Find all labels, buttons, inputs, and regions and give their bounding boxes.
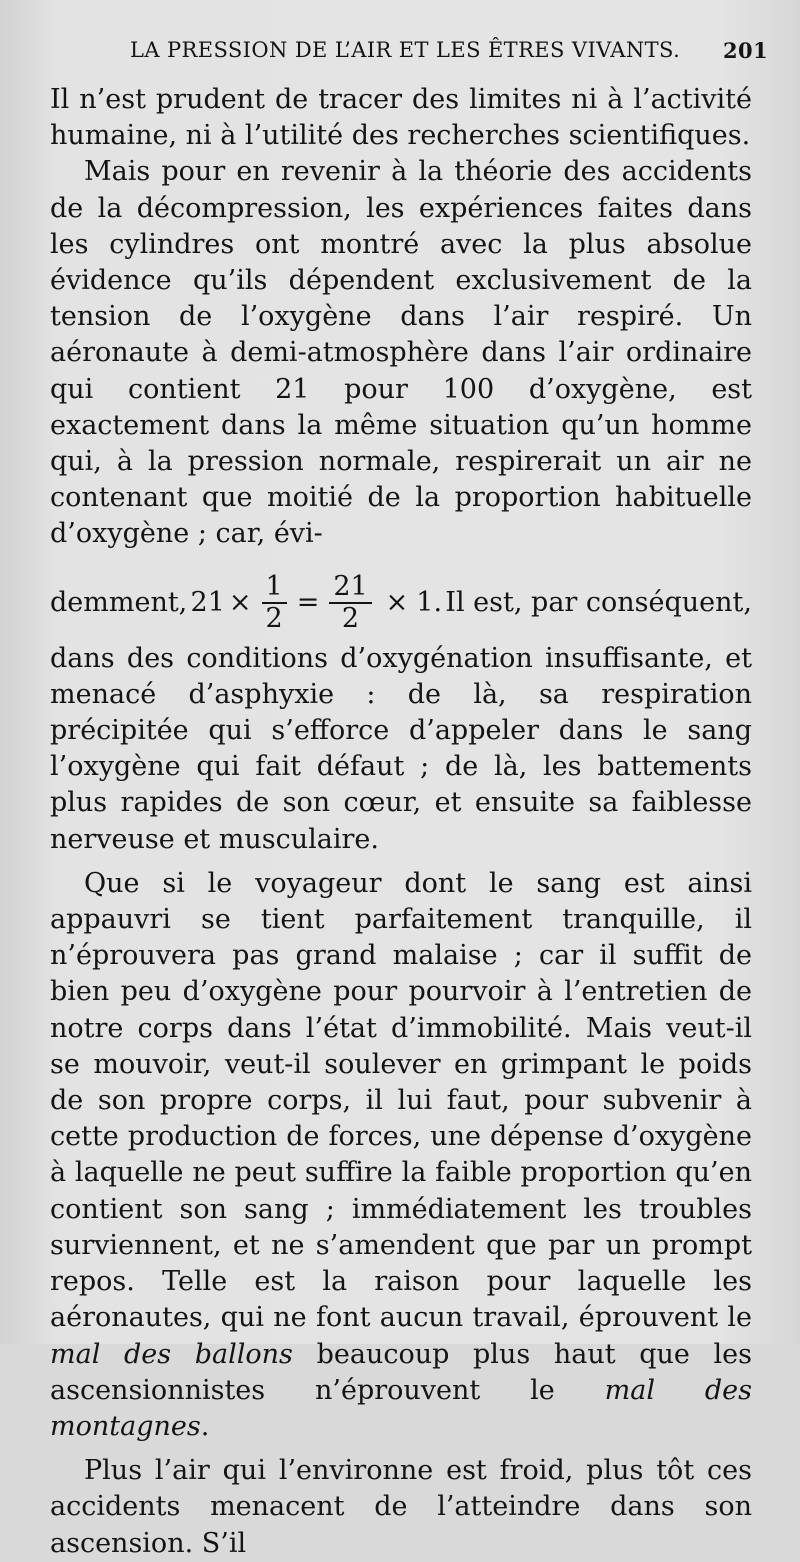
formula-term-a: 21 (190, 586, 225, 618)
formula-tail: Il est, par conséquent, (445, 586, 752, 618)
italic-phrase-mal-des-ballons: mal des ballons (50, 1338, 293, 1370)
paragraph-3 (50, 866, 752, 1445)
fraction-numerator: 21 (329, 572, 371, 604)
equals-sign: = (296, 586, 320, 618)
paragraph-4: Plus l’air qui l’environne est froid, plus tôt ces accidents menacent de l’atteindre dans son ascension. S’il (50, 1455, 752, 1559)
page-number: 201 (722, 38, 768, 63)
times-sign: × (385, 586, 409, 618)
body-text (50, 82, 752, 1562)
fraction-denominator: 2 (265, 602, 283, 634)
paragraph-3-text-a: Que si le voyageur dont le sang est ainsi appauvri se tient parfaitement tranquille, il n’éprouvera pas grand malaise ; car il suffit de bien peu d’oxygène pour pourvoir à l’entretien de notre corps dans l’état d’immobilité. Mais veut-il se mouvoir, veut-il soulever en grimpant le poids de son propre corps, il lui faut, pour subvenir à cette production de forces, une dépense d’oxygène à laquelle ne peut suffire la faible proportion qu’en contient son sang ; immédiatement les troubles surviennent, et ne s’amendent que par un prompt repos. Telle est la raison pour laquelle les aéronautes, qui ne font aucun travail, éprouvent le (50, 867, 752, 1334)
formula-term-b: 1. (416, 586, 443, 618)
paragraph-1: Il n’est prudent de tracer des limites ni à l’activité humaine, ni à l’utilité des recherches scientifiques. (50, 84, 752, 152)
page-header (130, 38, 768, 72)
paragraph-3-text-b: beaucoup plus haut que les ascensionnistes n’éprouvent le (50, 1338, 752, 1406)
fraction-denominator: 2 (341, 602, 360, 634)
fraction-numerator: 1 (262, 572, 287, 604)
formula (191, 572, 443, 634)
running-title: LA PRESSION DE L’AIR ET LES ÊTRES VIVANTS. (130, 38, 681, 62)
italic-phrase-mal-des-montagnes: mal des montagnes (50, 1374, 752, 1442)
paragraph-2-end: dans des conditions d’oxygénation insuffisante, et menacé d’asphyxie : de là, sa respiration précipitée qui s’efforce d’appeler dans le sang l’oxygène qui fait défaut ; de là, les battements plus rapides de son cœur, et ensuite sa faiblesse nerveuse et musculaire. (50, 642, 752, 855)
paragraph-2-start: Mais pour en revenir à la théorie des accidents de la décompression, les expériences faites dans les cylindres ont montré avec la plus absolue évidence qu’ils dépendent exclusivement de la tension de l’oxygène dans l’air respiré. Un aéronaute à demi-atmosphère dans l’air ordinaire qui contient 21 pour 100 d’oxygène, est exactement dans la même situation qu’un homme qui, à la pression normale, respirerait un air ne contenant que moitié de la proportion habituelle d’oxygène ; car, évi- (50, 156, 752, 550)
fraction-twentyone-halves (329, 572, 371, 634)
formula-lead: demment, (50, 586, 188, 618)
formula-line (50, 561, 752, 645)
fraction-one-half (262, 572, 287, 634)
times-sign: × (228, 586, 252, 618)
paragraph-3-text-c: . (200, 1410, 210, 1442)
